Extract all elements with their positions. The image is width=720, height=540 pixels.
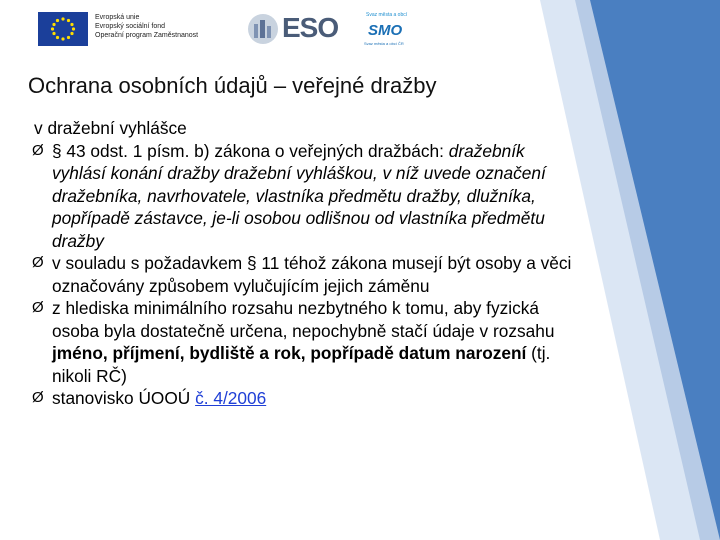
bullet-list (34, 140, 574, 410)
opinion-link[interactable]: č. 4/2006 (195, 388, 267, 408)
arrow-bullet-icon: Ø (32, 254, 44, 271)
subheading: v dražební vyhlášce (34, 118, 187, 138)
bullet-bold-text: jméno, příjmení, bydliště a rok, popřípadě datum narození (52, 343, 527, 363)
bullet-text: v souladu s požadavkem § 11 téhož zákona musejí být osoby a věci označovány způsobem vylučujícím jejich záměnu (52, 253, 572, 296)
smo-logo-text: SMO (368, 22, 403, 39)
list-item (34, 252, 574, 297)
eu-flag-logo (38, 12, 88, 46)
bullet-text: stanovisko ÚOOÚ (52, 388, 196, 408)
bullet-text: z hlediska minimálního rozsahu nezbytného k tomu, aby fyzická osoba byla dostatečně určena, nepochybně stačí údaje v rozsahu (52, 298, 555, 341)
slide-title: Ochrana osobních údajů – veřejné dražby (28, 73, 437, 98)
list-item (34, 297, 574, 387)
smo-tagline: Svaz města a obcí (366, 12, 408, 18)
eu-text-line: Evropská unie (95, 14, 140, 21)
list-item (34, 387, 574, 410)
eso-city-icon (248, 14, 278, 44)
bullet-text-after: (tj. nikoli RČ) (52, 343, 551, 386)
arrow-bullet-icon: Ø (32, 141, 44, 159)
eso-logo-text: ESO (282, 12, 339, 43)
logo-bar (0, 0, 600, 60)
list-item (34, 140, 574, 253)
arrow-bullet-icon: Ø (32, 299, 44, 316)
eu-text-line: Operační program Zaměstnanost (95, 32, 199, 39)
eso-logo (248, 10, 340, 50)
bullet-lead-text: § 43 odst. 1 písm. b) zákona o veřejných dražbách: (52, 140, 444, 161)
eu-stars-icon (38, 12, 88, 46)
smo-logo (362, 10, 422, 50)
eu-logo-text (95, 13, 198, 40)
eu-text-line: Evropský sociální fond (95, 23, 166, 30)
bullet-quote-text: dražebník vyhlásí konání dražby dražební vyhláškou, v níž uvede označení dražebníka, navrhovatele, vlastníka předmětu dražby, dlužníka, popřípadě zástavce, je-li osobou odlišnou od vlastníka předmětu dražby (52, 140, 546, 251)
smo-subtitle: Svaz města a obcí ČR (364, 41, 404, 46)
arrow-bullet-icon: Ø (32, 389, 44, 406)
slide-content (34, 117, 574, 410)
